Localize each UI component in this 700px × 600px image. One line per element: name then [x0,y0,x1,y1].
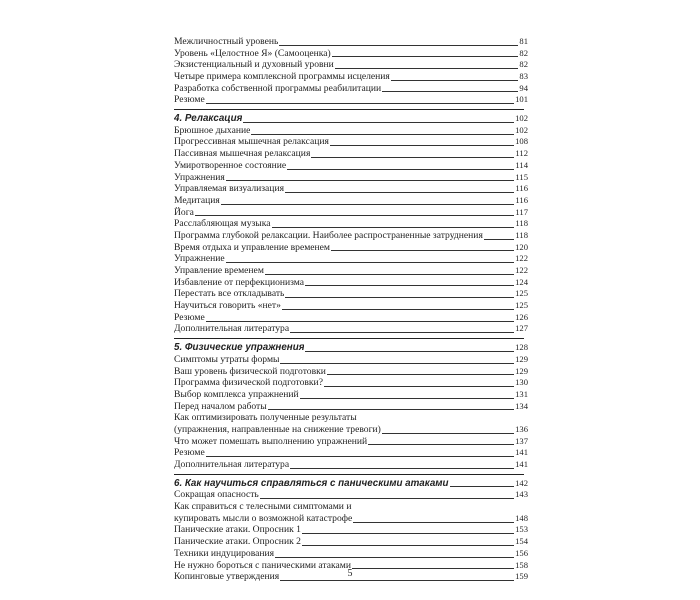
toc-entry-title: Программа физической подготовки? [174,377,323,389]
toc-entry-title: Резюме [174,94,205,106]
toc-page-number: 125 [515,300,528,311]
toc-page-number: 141 [515,459,528,470]
toc-leader-line [280,363,514,364]
toc-leader-line [195,215,515,216]
toc-leader-line [279,45,518,46]
toc-entry [174,160,528,172]
toc-leader-line [206,103,514,104]
toc-entry-title: Экзистенциальный и духовный уровни [174,59,334,71]
toc-entry [174,125,528,137]
toc-entry-title: Медитация [174,194,220,206]
toc-page-number: 126 [515,311,528,322]
toc-leader-line [285,297,514,298]
toc-entry-title: 5. Физические упражнения [174,342,305,354]
toc-entry [174,447,528,459]
toc-page-number: 114 [515,159,528,170]
toc-entry-title: Брюшное дыхание [174,124,251,136]
toc-entry-title: купировать мысли о возможной катастрофе [174,512,353,524]
toc-entry-title: Как оптимизировать полученные результаты [174,412,357,424]
toc-entry-title: Расслабляющая музыка [174,218,271,230]
toc-leader-line [260,498,514,499]
toc-entry [174,536,528,548]
toc-entry-title: Дополнительная литература [174,323,290,335]
toc-leader-line [305,285,514,286]
toc-leader-line [450,486,515,487]
toc-entry [174,412,528,424]
toc-leader-line [226,262,514,263]
toc-page-number: 129 [515,353,528,364]
toc-entry [174,83,528,95]
toc-leader-line [251,134,514,135]
toc-entry-title: Выбор комплекса упражнений [174,388,299,400]
section-divider [174,338,524,339]
toc-entry [174,377,528,389]
toc-page-number: 112 [515,148,528,159]
toc-page-number: 122 [515,253,528,264]
toc-page-number: 142 [515,477,528,488]
toc-page-number: 115 [515,171,528,182]
toc-entry-title: Упражнение [174,253,225,265]
toc-entry-title: 6. Как научиться справляться с паническими атаками [174,477,449,489]
toc-leader-line [290,468,514,469]
toc-leader-line [275,557,514,558]
toc-page-number: 141 [515,447,528,458]
toc-leader-line [206,456,514,457]
section-divider [174,109,524,110]
section-divider [174,474,524,475]
toc-page-number: 102 [515,124,528,135]
toc-leader-line [272,227,515,228]
toc-chapter-heading [174,113,528,125]
toc-leader-line [290,332,514,333]
toc-entry-title: Межличностный уровень [174,35,279,47]
toc-entry [174,288,528,300]
toc-entry [174,459,528,471]
toc-entry [174,172,528,184]
page-number: 5 [347,568,353,579]
toc-entry-title: Резюме [174,447,205,459]
toc-entry [174,230,528,242]
toc-entry-title: Четыре примера комплексной программы исцеления [174,71,390,83]
toc-entry-title: Умиротворенное состояние [174,159,287,171]
toc-page-number: 159 [515,571,528,582]
toc-page-number: 118 [515,229,528,240]
toc-page-number: 124 [515,276,528,287]
toc-leader-line [484,239,515,240]
toc-entry-title: Пассивная мышечная релаксация [174,148,311,160]
toc-page-number: 136 [515,423,528,434]
toc-entry [174,137,528,149]
toc-entry-title: Избавление от перфекционизма [174,276,305,288]
toc-page-number: 129 [515,365,528,376]
toc-page-number: 128 [515,342,528,353]
toc-entry [174,354,528,366]
toc-entry [174,436,528,448]
toc-page-number: 125 [515,288,528,299]
toc-leader-line [302,533,514,534]
toc-entry [174,207,528,219]
toc-entry [174,242,528,254]
table-of-contents [174,36,528,583]
toc-leader-line [335,68,519,69]
toc-leader-line [300,398,514,399]
toc-entry-title: Не нужно бороться с паническими атаками [174,559,351,571]
toc-entry [174,501,528,513]
toc-entry [174,401,528,413]
toc-entry-title: Управление временем [174,265,264,277]
toc-page-number: 118 [515,218,528,229]
toc-entry [174,300,528,312]
toc-leader-line [324,386,514,387]
toc-page-number: 120 [515,241,528,252]
toc-entry-title: Упражнения [174,171,225,183]
toc-page-number: 116 [515,183,528,194]
toc-page-number: 148 [515,512,528,523]
toc-leader-line [382,91,518,92]
toc-entry-title: Разработка собственной программы реабилитации [174,82,382,94]
toc-entry-title: Время отдыха и управление временем [174,241,330,253]
toc-leader-line [268,409,514,410]
toc-leader-line [330,145,514,146]
toc-entry [174,312,528,324]
toc-entry-title: Перестать все откладывать [174,288,285,300]
toc-leader-line [243,122,514,123]
toc-entry-title: Управляемая визуализация [174,183,284,195]
toc-entry [174,36,528,48]
toc-entry-title: Перед началом работы [174,400,267,412]
toc-leader-line [332,56,519,57]
toc-entry-title: Симптомы утраты формы [174,353,280,365]
toc-leader-line [285,192,514,193]
toc-entry [174,253,528,265]
toc-page-number: 122 [515,265,528,276]
toc-page-number: 127 [515,323,528,334]
toc-entry [174,525,528,537]
toc-page-number: 82 [519,47,528,58]
toc-entry-title: Дополнительная литература [174,459,290,471]
toc-entry-title: Научиться говорить «нет» [174,300,281,312]
toc-entry-title: Уровень «Целостное Я» (Самооценка) [174,47,331,59]
toc-leader-line [226,180,515,181]
toc-page-number: 134 [515,400,528,411]
toc-page-number: 143 [515,489,528,500]
toc-entry-title: Ваш уровень физической подготовки [174,365,326,377]
toc-page-number: 94 [519,82,528,93]
toc-leader-line [287,169,514,170]
toc-entry-title: (упражнения, направленные на снижение тревоги) [174,423,381,435]
toc-entry [174,48,528,60]
toc-page-number: 102 [515,113,528,124]
toc-page-number: 82 [519,59,528,70]
toc-entry [174,489,528,501]
toc-page-number: 108 [515,136,528,147]
toc-page-number: 153 [515,524,528,535]
toc-leader-line [382,433,514,434]
toc-entry [174,277,528,289]
toc-entry-title: Программа глубокой релаксации. Наиболее распространенные затруднения [174,229,483,241]
toc-page-number: 158 [515,559,528,570]
toc-page-number: 83 [519,71,528,82]
toc-page-number: 137 [515,435,528,446]
toc-leader-line [305,351,514,352]
toc-entry [174,195,528,207]
toc-entry [174,513,528,525]
toc-leader-line [353,522,514,523]
toc-entry-title: Йога [174,206,194,218]
toc-page-number: 116 [515,194,528,205]
toc-leader-line [282,309,514,310]
toc-page-number: 117 [515,206,528,217]
toc-leader-line [327,374,514,375]
toc-entry [174,324,528,336]
toc-chapter-heading [174,342,528,354]
toc-entry-title: Прогрессивная мышечная релаксация [174,136,329,148]
toc-leader-line [221,204,515,205]
toc-entry-title: Что может помешать выполнению упражнений [174,435,368,447]
toc-entry [174,59,528,71]
toc-entry [174,148,528,160]
toc-entry-title: Как справиться с телесными симптомами и [174,501,352,513]
toc-leader-line [368,444,514,445]
toc-entry [174,265,528,277]
toc-leader-line [331,250,514,251]
toc-entry [174,94,528,106]
toc-entry [174,183,528,195]
toc-chapter-heading [174,478,528,490]
toc-entry-title: Сокращая опасность [174,489,259,501]
toc-leader-line [391,80,519,81]
toc-entry-title: 4. Релаксация [174,113,243,125]
toc-entry-title: Резюме [174,311,205,323]
toc-page-number: 130 [515,377,528,388]
toc-entry-title: Панические атаки. Опросник 1 [174,524,301,536]
toc-entry [174,424,528,436]
toc-page-number: 81 [519,35,528,46]
toc-leader-line [206,321,514,322]
toc-page-number: 131 [515,388,528,399]
toc-leader-line [311,157,514,158]
toc-entry [174,71,528,83]
toc-entry-title: Копинговые утверждения [174,571,280,583]
toc-entry [174,366,528,378]
toc-entry [174,548,528,560]
toc-leader-line [280,580,514,581]
toc-leader-line [265,274,514,275]
toc-page-number: 156 [515,547,528,558]
toc-entry [174,389,528,401]
toc-page-number: 154 [515,536,528,547]
toc-page-number: 101 [515,94,528,105]
toc-leader-line [302,545,514,546]
toc-entry-title: Панические атаки. Опросник 2 [174,536,301,548]
toc-entry [174,218,528,230]
toc-entry-title: Техники индуцирования [174,547,275,559]
